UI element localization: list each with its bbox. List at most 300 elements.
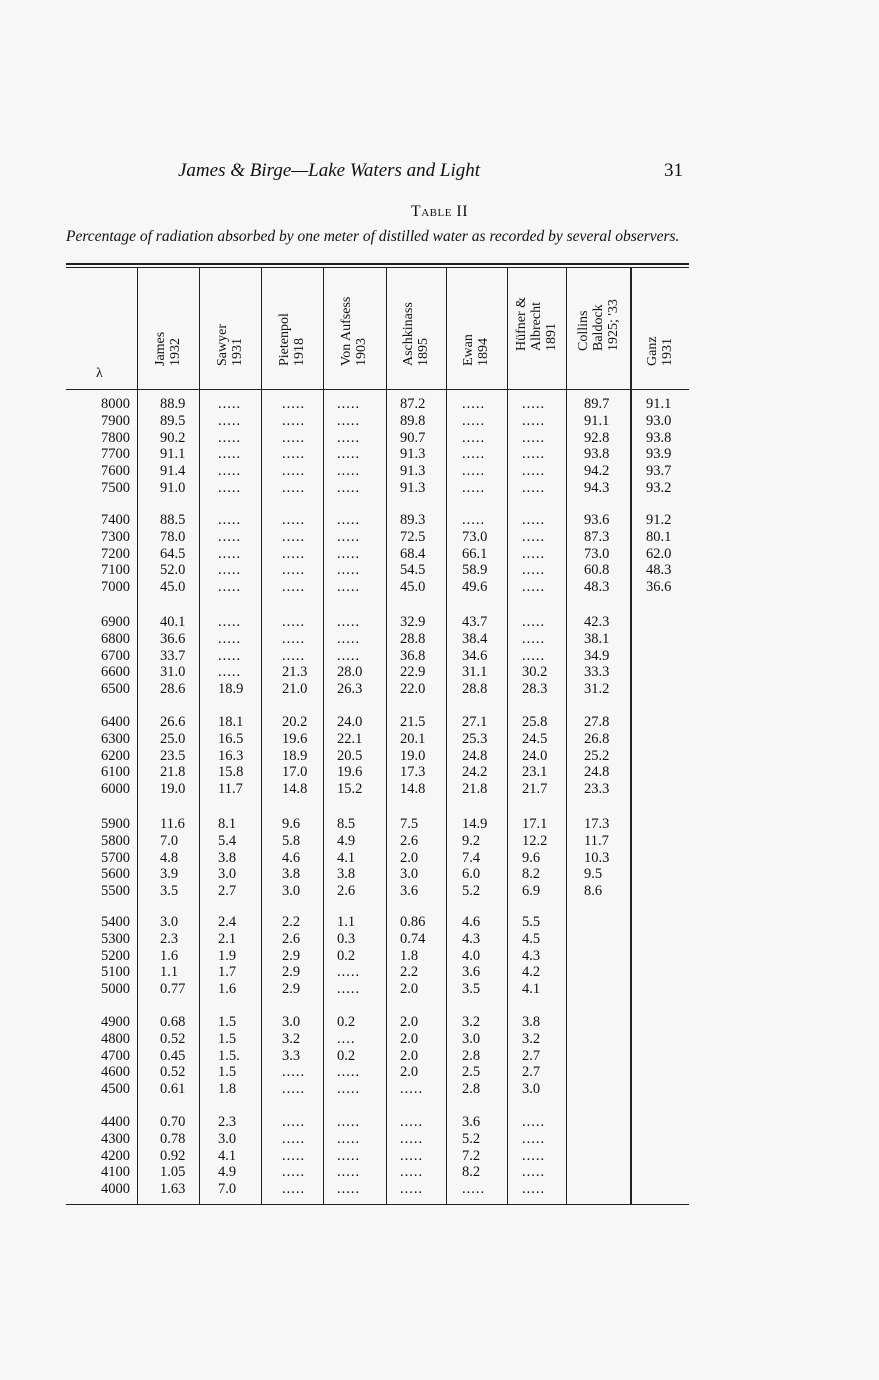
value-cell-sawyer: ..... [218, 630, 242, 647]
value-cell-aschkinass: 89.8 [400, 412, 426, 429]
value-cell-james: 36.6 [160, 630, 186, 647]
column-header-line: Collins [575, 310, 591, 351]
value-cell-ewan: 6.0 [462, 866, 481, 883]
value-cell-aschkinass: 91.3 [400, 479, 426, 496]
wavelength-cell: 4100 [101, 1164, 130, 1181]
value-cell-james: 3.9 [160, 866, 179, 883]
value-cell-pietenpol: 5.8 [282, 832, 301, 849]
table-row [66, 446, 689, 463]
value-cell-aschkinass: 91.3 [400, 463, 426, 480]
value-cell-aschkinass: ..... [400, 1114, 424, 1130]
row-group [66, 816, 689, 900]
value-cell-james: 0.52 [160, 1064, 186, 1081]
value-cell-collins: 42.3 [584, 614, 610, 630]
value-cell-ewan: 3.6 [462, 1114, 481, 1130]
wavelength-cell: 4400 [101, 1114, 130, 1130]
column-header-pietenpol [261, 268, 323, 388]
value-cell-ewan: 3.5 [462, 981, 481, 998]
table-row [66, 883, 689, 900]
value-cell-sawyer: 2.7 [218, 883, 237, 900]
wavelength-cell: 6500 [101, 681, 130, 698]
table-row [66, 631, 689, 648]
column-header-ganz [629, 268, 691, 388]
wavelength-column-header: λ [96, 366, 103, 381]
value-cell-aufsess: ..... [337, 1164, 361, 1181]
value-cell-ganz: 80.1 [646, 528, 672, 545]
value-cell-sawyer: ..... [218, 479, 242, 496]
value-cell-ganz: 36.6 [646, 579, 672, 596]
table-label: Table II [410, 203, 469, 220]
table-row [66, 396, 689, 413]
value-cell-hufner: 3.2 [522, 1030, 541, 1047]
value-cell-ganz: 93.9 [646, 446, 672, 463]
wavelength-cell: 4500 [101, 1081, 130, 1098]
column-header-line: Albrecht [528, 302, 544, 351]
wavelength-cell: 6000 [101, 781, 130, 798]
value-cell-collins: 94.3 [584, 479, 610, 496]
value-cell-aufsess: ..... [337, 562, 361, 579]
value-cell-collins: 33.3 [584, 664, 610, 681]
value-cell-hufner: 4.2 [522, 964, 541, 981]
value-cell-hufner: 21.7 [522, 781, 548, 798]
value-cell-aschkinass: 2.0 [400, 1064, 419, 1081]
value-cell-james: 88.5 [160, 512, 186, 528]
table-row [66, 430, 689, 447]
value-cell-sawyer: ..... [218, 412, 242, 429]
value-cell-pietenpol: ..... [282, 647, 306, 664]
value-cell-aschkinass: 2.6 [400, 832, 419, 849]
value-cell-aschkinass: 22.0 [400, 681, 426, 698]
column-header-line: Baldock [590, 304, 606, 351]
value-cell-aufsess: 0.2 [337, 1047, 356, 1064]
value-cell-hufner: ..... [522, 512, 546, 528]
value-cell-aschkinass: 45.0 [400, 579, 426, 596]
value-cell-sawyer: 8.1 [218, 816, 237, 832]
value-cell-aufsess: ..... [337, 964, 361, 981]
value-cell-aschkinass: ..... [400, 1081, 424, 1098]
wavelength-cell: 7600 [101, 463, 130, 480]
value-cell-aufsess: 0.3 [337, 930, 356, 947]
value-cell-james: 3.0 [160, 914, 179, 930]
value-cell-aufsess: 28.0 [337, 664, 363, 681]
value-cell-ewan: 8.2 [462, 1164, 481, 1181]
value-cell-hufner: 8.2 [522, 866, 541, 883]
value-cell-pietenpol: 2.6 [282, 930, 301, 947]
wavelength-cell: 7700 [101, 446, 130, 463]
wavelength-cell: 5100 [101, 964, 130, 981]
value-cell-ganz: 93.2 [646, 479, 672, 496]
value-cell-pietenpol: ..... [282, 1147, 306, 1164]
value-cell-sawyer: 2.4 [218, 914, 237, 930]
value-cell-aufsess: ..... [337, 479, 361, 496]
value-cell-aschkinass: 21.5 [400, 714, 426, 730]
value-cell-aschkinass: ..... [400, 1164, 424, 1181]
value-cell-sawyer: ..... [218, 429, 242, 446]
value-cell-aufsess: ..... [337, 647, 361, 664]
value-cell-aufsess: .... [337, 1030, 356, 1047]
value-cell-hufner: 3.8 [522, 1014, 541, 1030]
value-cell-james: 2.3 [160, 930, 179, 947]
value-cell-sawyer: 1.5 [218, 1014, 237, 1030]
value-cell-james: 0.61 [160, 1081, 186, 1098]
value-cell-pietenpol: 21.0 [282, 681, 308, 698]
table-row [66, 714, 689, 731]
value-cell-pietenpol: 18.9 [282, 747, 308, 764]
wavelength-cell: 6200 [101, 747, 130, 764]
row-group [66, 714, 689, 798]
header-separator-rule [66, 389, 689, 390]
table-row [66, 964, 689, 981]
value-cell-ewan: 38.4 [462, 630, 488, 647]
column-header-line: 1918 [292, 338, 307, 366]
value-cell-collins: 27.8 [584, 714, 610, 730]
value-cell-james: 19.0 [160, 781, 186, 798]
page-header [0, 160, 879, 184]
value-cell-james: 0.92 [160, 1147, 186, 1164]
wavelength-cell: 5400 [101, 914, 130, 930]
value-cell-aufsess: ..... [337, 1181, 361, 1198]
value-cell-ewan: 43.7 [462, 614, 488, 630]
column-header-line: Ewan [461, 334, 476, 366]
wavelength-cell: 6100 [101, 764, 130, 781]
value-cell-pietenpol: 19.6 [282, 730, 308, 747]
value-cell-ewan: 4.3 [462, 930, 481, 947]
row-group [66, 512, 689, 596]
value-cell-aufsess: 4.1 [337, 849, 356, 866]
value-cell-sawyer: 2.1 [218, 930, 237, 947]
value-cell-james: 7.0 [160, 832, 179, 849]
value-cell-ewan: 31.1 [462, 664, 488, 681]
wavelength-cell: 5300 [101, 930, 130, 947]
wavelength-cell: 5800 [101, 832, 130, 849]
column-header-line: 1932 [168, 338, 183, 366]
value-cell-sawyer: ..... [218, 463, 242, 480]
value-cell-aufsess: ..... [337, 579, 361, 596]
value-cell-sawyer: 16.3 [218, 747, 244, 764]
value-cell-aufsess: 0.2 [337, 947, 356, 964]
value-cell-aufsess: ..... [337, 614, 361, 630]
value-cell-collins: 89.7 [584, 396, 610, 412]
wavelength-cell: 4000 [101, 1181, 130, 1198]
value-cell-pietenpol: ..... [282, 1064, 306, 1081]
value-cell-sawyer: 18.1 [218, 714, 244, 730]
value-cell-sawyer: 1.7 [218, 964, 237, 981]
value-cell-aschkinass: 32.9 [400, 614, 426, 630]
value-cell-ewan: 2.8 [462, 1047, 481, 1064]
value-cell-pietenpol: 2.9 [282, 947, 301, 964]
value-cell-sawyer: 18.9 [218, 681, 244, 698]
value-cell-aufsess: 8.5 [337, 816, 356, 832]
value-cell-collins: 93.6 [584, 512, 610, 528]
value-cell-aschkinass: ..... [400, 1130, 424, 1147]
value-cell-aschkinass: 36.8 [400, 647, 426, 664]
value-cell-aschkinass: 2.0 [400, 981, 419, 998]
value-cell-ewan: 49.6 [462, 579, 488, 596]
value-cell-james: 3.5 [160, 883, 179, 900]
table-row [66, 1164, 689, 1181]
value-cell-aschkinass: 0.74 [400, 930, 426, 947]
value-cell-james: 0.70 [160, 1114, 186, 1130]
value-cell-aufsess: 4.9 [337, 832, 356, 849]
value-cell-ewan: 24.2 [462, 764, 488, 781]
value-cell-ganz: 91.2 [646, 512, 672, 528]
wavelength-cell: 7800 [101, 429, 130, 446]
value-cell-pietenpol: 3.2 [282, 1030, 301, 1047]
value-cell-ewan: 5.2 [462, 883, 481, 900]
value-cell-sawyer: ..... [218, 647, 242, 664]
value-cell-james: 0.78 [160, 1130, 186, 1147]
value-cell-hufner: 24.0 [522, 747, 548, 764]
value-cell-hufner: ..... [522, 647, 546, 664]
value-cell-collins: 93.8 [584, 446, 610, 463]
value-cell-hufner: ..... [522, 446, 546, 463]
table-row [66, 981, 689, 998]
value-cell-hufner: ..... [522, 1130, 546, 1147]
value-cell-collins: 91.1 [584, 412, 610, 429]
value-cell-collins: 31.2 [584, 681, 610, 698]
value-cell-pietenpol: ..... [282, 1081, 306, 1098]
value-cell-sawyer: 4.1 [218, 1147, 237, 1164]
column-header-hufner [505, 268, 567, 388]
value-cell-aschkinass: 14.8 [400, 781, 426, 798]
wavelength-cell: 5900 [101, 816, 130, 832]
value-cell-aschkinass: 54.5 [400, 562, 426, 579]
value-cell-ganz: 48.3 [646, 562, 672, 579]
row-group [66, 1114, 689, 1198]
value-cell-hufner: 4.1 [522, 981, 541, 998]
value-cell-pietenpol: 14.8 [282, 781, 308, 798]
value-cell-ganz: 93.0 [646, 412, 672, 429]
value-cell-aufsess: ..... [337, 463, 361, 480]
wavelength-cell: 5700 [101, 849, 130, 866]
row-group [66, 1014, 689, 1098]
value-cell-aufsess: 1.1 [337, 914, 356, 930]
value-cell-hufner: 28.3 [522, 681, 548, 698]
value-cell-hufner: 12.2 [522, 832, 548, 849]
table-row [66, 1014, 689, 1031]
value-cell-james: 90.2 [160, 429, 186, 446]
value-cell-aufsess: ..... [337, 1130, 361, 1147]
column-header-line: Hüfner & [513, 296, 529, 351]
value-cell-hufner: ..... [522, 1147, 546, 1164]
value-cell-aufsess: 0.2 [337, 1014, 356, 1030]
value-cell-pietenpol: 20.2 [282, 714, 308, 730]
value-cell-pietenpol: 3.8 [282, 866, 301, 883]
table-row [66, 816, 689, 833]
value-cell-ewan: 73.0 [462, 528, 488, 545]
value-cell-collins: 17.3 [584, 816, 610, 832]
value-cell-ewan: 21.8 [462, 781, 488, 798]
value-cell-pietenpol: 17.0 [282, 764, 308, 781]
value-cell-james: 0.45 [160, 1047, 186, 1064]
table-row [66, 1114, 689, 1131]
value-cell-collins: 26.8 [584, 730, 610, 747]
table-row [66, 480, 689, 497]
table-row [66, 1181, 689, 1198]
wavelength-cell: 7000 [101, 579, 130, 596]
value-cell-aufsess: 3.8 [337, 866, 356, 883]
table-row [66, 948, 689, 965]
value-cell-aufsess: ..... [337, 512, 361, 528]
value-cell-sawyer: ..... [218, 512, 242, 528]
value-cell-aufsess: ..... [337, 1081, 361, 1098]
value-cell-james: 21.8 [160, 764, 186, 781]
value-cell-ewan: 2.8 [462, 1081, 481, 1098]
table-row [66, 664, 689, 681]
value-cell-james: 78.0 [160, 528, 186, 545]
value-cell-collins: 73.0 [584, 545, 610, 562]
table-row [66, 914, 689, 931]
value-cell-collins: 11.7 [584, 832, 609, 849]
table-row [66, 1048, 689, 1065]
value-cell-sawyer: 3.0 [218, 1130, 237, 1147]
value-cell-ewan: 25.3 [462, 730, 488, 747]
value-cell-hufner: 30.2 [522, 664, 548, 681]
page-number: 31 [664, 160, 683, 181]
value-cell-james: 91.1 [160, 446, 186, 463]
value-cell-aschkinass: 3.0 [400, 866, 419, 883]
value-cell-hufner: ..... [522, 630, 546, 647]
column-header-line: Von Aufsess [339, 296, 354, 366]
value-cell-ewan: 24.8 [462, 747, 488, 764]
wavelength-cell: 7400 [101, 512, 130, 528]
value-cell-pietenpol: ..... [282, 479, 306, 496]
wavelength-cell: 4800 [101, 1030, 130, 1047]
value-cell-sawyer: ..... [218, 579, 242, 596]
value-cell-pietenpol: ..... [282, 446, 306, 463]
table-row [66, 764, 689, 781]
column-header-line: 1894 [476, 338, 491, 366]
value-cell-aufsess: ..... [337, 412, 361, 429]
value-cell-sawyer: 1.6 [218, 981, 237, 998]
value-cell-collins: 34.9 [584, 647, 610, 664]
column-header-line: Ganz [645, 336, 660, 366]
value-cell-pietenpol: 2.9 [282, 964, 301, 981]
wavelength-cell: 7200 [101, 545, 130, 562]
wavelength-cell: 6700 [101, 647, 130, 664]
row-group [66, 396, 689, 497]
value-cell-ewan: ..... [462, 429, 486, 446]
row-group [66, 614, 689, 698]
value-cell-ewan: 7.2 [462, 1147, 481, 1164]
wavelength-cell: 7900 [101, 412, 130, 429]
value-cell-aufsess: ..... [337, 429, 361, 446]
value-cell-pietenpol: ..... [282, 1181, 306, 1198]
value-cell-ganz: 93.7 [646, 463, 672, 480]
value-cell-sawyer: 1.9 [218, 947, 237, 964]
value-cell-sawyer: ..... [218, 545, 242, 562]
value-cell-pietenpol: ..... [282, 1114, 306, 1130]
value-cell-aschkinass: 1.8 [400, 947, 419, 964]
value-cell-collins: 38.1 [584, 630, 610, 647]
value-cell-sawyer: 16.5 [218, 730, 244, 747]
wavelength-cell: 4900 [101, 1014, 130, 1030]
value-cell-hufner: 25.8 [522, 714, 548, 730]
value-cell-collins: 23.3 [584, 781, 610, 798]
value-cell-james: 11.6 [160, 816, 185, 832]
value-cell-collins: 94.2 [584, 463, 610, 480]
wavelength-cell: 6600 [101, 664, 130, 681]
value-cell-aschkinass: 0.86 [400, 914, 426, 930]
value-cell-ewan: 4.6 [462, 914, 481, 930]
value-cell-hufner: 3.0 [522, 1081, 541, 1098]
row-group [66, 914, 689, 998]
table-row [66, 562, 689, 579]
wavelength-cell: 5000 [101, 981, 130, 998]
value-cell-collins: 92.8 [584, 429, 610, 446]
value-cell-collins: 24.8 [584, 764, 610, 781]
value-cell-james: 1.05 [160, 1164, 186, 1181]
value-cell-james: 0.77 [160, 981, 186, 998]
table-row [66, 1081, 689, 1098]
table-bottom-rule [66, 1204, 689, 1205]
value-cell-pietenpol: ..... [282, 412, 306, 429]
value-cell-ewan: ..... [462, 446, 486, 463]
value-cell-pietenpol: ..... [282, 1164, 306, 1181]
value-cell-pietenpol: ..... [282, 579, 306, 596]
value-cell-ewan: 7.4 [462, 849, 481, 866]
value-cell-james: 1.1 [160, 964, 179, 981]
wavelength-cell: 7100 [101, 562, 130, 579]
value-cell-james: 23.5 [160, 747, 186, 764]
value-cell-pietenpol: ..... [282, 463, 306, 480]
value-cell-pietenpol: ..... [282, 396, 306, 412]
value-cell-pietenpol: 3.0 [282, 883, 301, 900]
value-cell-hufner: ..... [522, 545, 546, 562]
value-cell-pietenpol: 3.3 [282, 1047, 301, 1064]
value-cell-ewan: ..... [462, 1181, 486, 1198]
value-cell-hufner: ..... [522, 463, 546, 480]
value-cell-hufner: 23.1 [522, 764, 548, 781]
value-cell-james: 89.5 [160, 412, 186, 429]
value-cell-aschkinass: 2.0 [400, 1030, 419, 1047]
table-row [66, 1131, 689, 1148]
value-cell-pietenpol: 2.2 [282, 914, 301, 930]
table-row [66, 579, 689, 596]
value-cell-aschkinass: 68.4 [400, 545, 426, 562]
value-cell-ewan: ..... [462, 463, 486, 480]
column-header-line: Aschkinass [401, 302, 416, 366]
value-cell-ewan: ..... [462, 512, 486, 528]
value-cell-hufner: ..... [522, 614, 546, 630]
table-row [66, 731, 689, 748]
table-row [66, 833, 689, 850]
wavelength-cell: 5600 [101, 866, 130, 883]
value-cell-sawyer: ..... [218, 528, 242, 545]
value-cell-james: 0.68 [160, 1014, 186, 1030]
value-cell-sawyer: 1.5 [218, 1064, 237, 1081]
value-cell-aufsess: ..... [337, 446, 361, 463]
value-cell-aschkinass: 89.3 [400, 512, 426, 528]
value-cell-ewan: 3.6 [462, 964, 481, 981]
value-cell-aschkinass: 91.3 [400, 446, 426, 463]
wavelength-cell: 7300 [101, 528, 130, 545]
value-cell-pietenpol: ..... [282, 614, 306, 630]
value-cell-ewan: ..... [462, 412, 486, 429]
value-cell-aufsess: 20.5 [337, 747, 363, 764]
value-cell-james: 1.6 [160, 947, 179, 964]
value-cell-sawyer: ..... [218, 396, 242, 412]
table-row [66, 850, 689, 867]
value-cell-aschkinass: 28.8 [400, 630, 426, 647]
value-cell-ewan: 34.6 [462, 647, 488, 664]
table-row [66, 463, 689, 480]
value-cell-sawyer: 4.9 [218, 1164, 237, 1181]
value-cell-collins: 8.6 [584, 883, 603, 900]
value-cell-aschkinass: 7.5 [400, 816, 419, 832]
table-row [66, 413, 689, 430]
value-cell-ganz: 91.1 [646, 396, 672, 412]
